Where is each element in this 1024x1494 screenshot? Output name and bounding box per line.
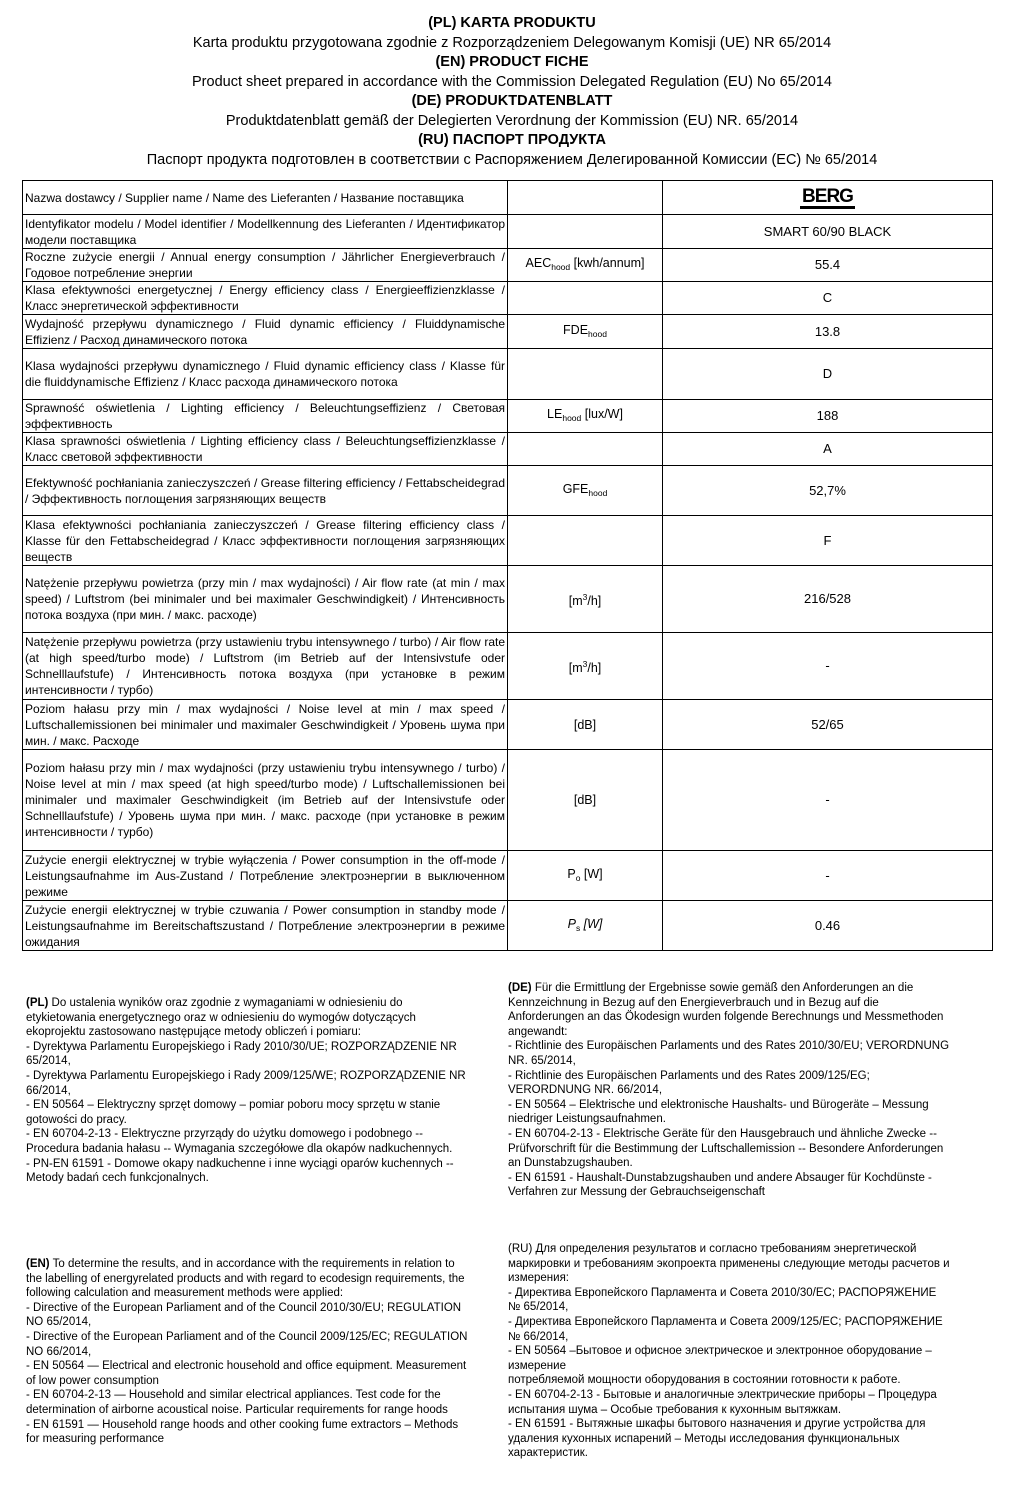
- fiche-row-value: 52,7%: [663, 466, 993, 516]
- unit-symbol: P: [567, 916, 576, 931]
- fiche-row: [23, 750, 993, 851]
- note-line: [26, 1025, 502, 1040]
- note-text: - Directive of the European Parliament and of the Council 2010/30/EU; REGULATION: [26, 1301, 462, 1314]
- note-line: [508, 1098, 986, 1113]
- note-text: the labelling of energyrelated products and with regard to ecodesign requirements, the: [26, 1272, 465, 1285]
- fiche-row: [23, 851, 993, 901]
- note-line: [508, 1039, 986, 1054]
- unit-symbol: [m: [568, 661, 583, 676]
- unit-symbol: LE: [547, 407, 563, 421]
- fiche-row-unit: [508, 901, 663, 951]
- unit-symbol: [dB]: [573, 793, 597, 807]
- unit-suffix: /h]: [587, 594, 602, 609]
- berg-logo: BERG: [802, 185, 853, 207]
- note-text: Für die Ermittlung der Ergebnisse sowie gemäß den Anforderungen an die: [531, 982, 914, 994]
- unit-subscript: hood: [588, 328, 607, 339]
- note-text: - EN 50564 – Elektryczny sprzęt domowy – pomiar poboru mocy sprzętu w stanie: [26, 1099, 441, 1112]
- note-line: [508, 1242, 986, 1257]
- note-line: [26, 996, 502, 1011]
- header-title-pl: (PL) KARTA PRODUKTU: [428, 15, 596, 31]
- note-line: [26, 1054, 502, 1069]
- note-line: [26, 1040, 502, 1055]
- fiche-row: [23, 516, 993, 566]
- note-line: [508, 1403, 986, 1418]
- fiche-row: [23, 315, 993, 349]
- fiche-row-label: Natężenie przepływu powietrza (przy min / max wydajności) / Air flow rate (at min / max speed) / Luftstrom (bei minimaler und bei maximaler Geschwindigkeit) / Интенсивность потока воздуха (при мин. / макс. расходе): [23, 566, 508, 633]
- note-line: [26, 1286, 502, 1301]
- note-line: [508, 1112, 986, 1127]
- note-text: 66/2014,: [26, 1084, 71, 1097]
- note-line: [508, 1388, 986, 1403]
- document-header: [0, 14, 1024, 170]
- fiche-row-label: Wydajność przepływu dynamicznego / Fluid dynamic efficiency / Fluiddynamische Effizienz / Расход динамического потока: [23, 315, 508, 349]
- note-line: [26, 1084, 502, 1099]
- product-fiche-table: [22, 180, 993, 951]
- fiche-row: [23, 349, 993, 400]
- note-text: VERORDNUNG NR. 66/2014,: [508, 1084, 663, 1097]
- note-line: [26, 1315, 502, 1330]
- unit-suffix: [W]: [580, 866, 603, 881]
- note-line: [26, 1403, 502, 1418]
- note-text: - Dyrektywa Parlamentu Europejskiego i Rady 2009/125/WE; ROZPORZĄDZENIE NR: [26, 1069, 466, 1082]
- note-text: - Directive of the European Parliament and of the Council 2009/125/EC; REGULATION: [26, 1330, 468, 1343]
- note-text: - EN 61591 - Haushalt-Dunstabzugshauben und andere Absauger für Kochdünste -: [508, 1171, 932, 1184]
- note-line: [26, 1098, 502, 1113]
- note-text: маркировки и требованиям экопроекта применены следующие методы расчетов и: [508, 1257, 950, 1270]
- note-text: of low power consumption: [26, 1374, 159, 1387]
- note-line: [508, 1257, 986, 1272]
- note-line: [26, 1359, 502, 1374]
- note-line: [508, 1156, 986, 1171]
- note-text: etykietowania energetycznego oraz w odniesieniu do wymogów dotyczących: [26, 1011, 416, 1024]
- note-text: - EN 61591 - Вытяжные шкафы бытового назначения и другие устройства для: [508, 1418, 926, 1431]
- fiche-row-label: Klasa efektywności energetycznej / Energy efficiency class / Energieeffizienzklasse / Класс энергетической эффективности: [23, 282, 508, 315]
- note-line: [508, 1010, 986, 1025]
- note-text: (RU) Для определения результатов и согласно требованиям энергетической: [508, 1243, 917, 1255]
- note-text: - EN 60704-2-13 — Household and similar electrical appliances. Test code for the: [26, 1389, 441, 1402]
- note-text: NO 65/2014,: [26, 1316, 92, 1329]
- fiche-row-unit: [508, 433, 663, 466]
- note-line: [508, 1330, 986, 1345]
- note-line: [508, 1432, 986, 1447]
- notes-de: [508, 981, 986, 1200]
- fiche-row-unit: [508, 750, 663, 851]
- fiche-row-unit: [508, 349, 663, 400]
- note-text: Prüfvorschrift für die Bestimmung der Luftschallemission -- Besondere Anforderungen: [508, 1142, 944, 1155]
- fiche-row-unit: [508, 249, 663, 282]
- unit-superscript: 3: [582, 658, 588, 669]
- note-text: - EN 50564 – Elektrische und elektronische Haushalts- und Bürogeräte – Messung: [508, 1098, 929, 1111]
- fiche-row-unit: [508, 633, 663, 700]
- note-text: испытания шума – Особые требования к кухонным вытяжкам.: [508, 1403, 842, 1416]
- fiche-row: [23, 566, 993, 633]
- fiche-row-unit: [508, 282, 663, 315]
- fiche-row-value: 55.4: [663, 249, 993, 282]
- fiche-row: [23, 633, 993, 700]
- fiche-row-value: C: [663, 282, 993, 315]
- note-line: [508, 981, 986, 996]
- note-text: for measuring performance: [26, 1433, 165, 1446]
- note-text: - EN 60704-2-13 - Elektrische Geräte für den Hausgebrauch und ähnliche Zwecke --: [508, 1127, 937, 1140]
- unit-symbol: [m: [568, 594, 583, 609]
- fiche-row-label: Klasa sprawności oświetlenia / Lighting efficiency class / Beleuchtungseffizienzklasse / Класс световой эффективности: [23, 433, 508, 466]
- fiche-row-value: 188: [663, 400, 993, 433]
- fiche-row-unit: [508, 400, 663, 433]
- fiche-row: [23, 249, 993, 282]
- note-text: an Dunstabzugshauben.: [508, 1157, 633, 1170]
- note-text: 65/2014,: [26, 1055, 71, 1068]
- note-line: [508, 1271, 986, 1286]
- fiche-row-label: Natężenie przepływu powietrza (przy ustawieniu trybu intensywnego / turbo) / Air flow rate (at high speed/turbo mode) / Luftstrom (im Betrieb auf der Intensivstufe oder Schnelllaufstufe) / Интенсивность потока воздуха (при установке в режим интенсивности / турбо): [23, 633, 508, 700]
- note-language-tag: (PL): [26, 997, 49, 1009]
- note-line: [26, 1127, 502, 1142]
- note-text: determination of airborne acoustical noise. Particular requirements for range hoods: [26, 1403, 448, 1416]
- note-text: NR. 65/2014,: [508, 1054, 576, 1067]
- note-text: Metody badań cech funkcjonalnych.: [26, 1172, 209, 1185]
- fiche-row-value: F: [663, 516, 993, 566]
- fiche-row-unit: [508, 566, 663, 633]
- note-line: [508, 1025, 986, 1040]
- fiche-row: [23, 215, 993, 249]
- unit-symbol: GFE: [562, 481, 589, 496]
- note-line: [26, 1418, 502, 1433]
- note-line: [508, 1373, 986, 1388]
- unit-suffix: [lux/W]: [581, 407, 623, 421]
- note-text: Anforderungen an das Ökodesign wurden folgende Berechnungs und Messmethoden: [508, 1011, 944, 1024]
- header-subtitle-pl: Karta produktu przygotowana zgodnie z Rozporządzeniem Delegowanym Komisji (UE) NR 65/2014: [192, 34, 832, 51]
- note-language-tag: (DE): [508, 982, 532, 994]
- note-language-tag: (EN): [26, 1258, 50, 1270]
- note-text: потребляемой мощности оборудования в состоянии готовности к работе.: [508, 1374, 901, 1387]
- unit-symbol: [dB]: [573, 717, 597, 732]
- fiche-row-label: Zużycie energii elektrycznej w trybie czuwania / Power consumption in standby mode / Leistungsaufnahme im Bereitschaftszustand / Потребление электроэнергии в режиме ожидания: [23, 901, 508, 951]
- fiche-row-label: Poziom hałasu przy min / max wydajności / Noise level at min / max speed / Luftschallemissionen bei minimaler und maximaler Geschwindigkeit / Уровень шума при мин. / макс. Расходе: [23, 700, 508, 750]
- notes-en: [26, 1257, 502, 1447]
- note-line: [26, 1113, 502, 1128]
- note-text: - EN 50564 –Бытовое и офисное электрическое и электронное оборудование –: [508, 1345, 932, 1358]
- unit-symbol: FDE: [563, 322, 589, 337]
- fiche-row-value: 52/65: [663, 700, 993, 750]
- note-line: [508, 1286, 986, 1301]
- note-line: [26, 1171, 502, 1186]
- note-line: [508, 1359, 986, 1374]
- unit-symbol: AEC: [525, 256, 552, 270]
- note-line: [26, 1330, 502, 1345]
- fiche-row: [23, 901, 993, 951]
- fiche-row-value: 216/528: [663, 566, 993, 633]
- fiche-row-label: Klasa wydajności przepływu dynamicznego / Fluid dynamic efficiency class / Klasse für die fluiddynamische Effizienz / Класс расхода динамического потока: [23, 349, 508, 400]
- note-line: [26, 1011, 502, 1026]
- note-line: [26, 1272, 502, 1287]
- note-line: [26, 1157, 502, 1172]
- note-line: [26, 1388, 502, 1403]
- header-title-ru: (RU) ПАСПОРТ ПРОДУКТА: [418, 132, 606, 148]
- fiche-row-value: 0.46: [663, 901, 993, 951]
- note-line: [508, 1054, 986, 1069]
- note-line: [508, 996, 986, 1011]
- note-text: № 65/2014,: [508, 1301, 569, 1314]
- note-text: ekoprojektu zastosowano następujące metody obliczeń i pomiaru:: [26, 1026, 361, 1039]
- fiche-row-value: A: [663, 433, 993, 466]
- fiche-row-label: Roczne zużycie energii / Annual energy consumption / Jährlicher Energieverbrauch / Годовое потребление энергии: [23, 249, 508, 282]
- header-subtitle-en: Product sheet prepared in accordance with the Commission Delegated Regulation (EU) No 65/2014: [192, 73, 832, 90]
- note-line: [508, 1344, 986, 1359]
- fiche-row-label: Identyfikator modelu / Model identifier / Modellkennung des Lieferanten / Идентификатор модели поставщика: [23, 215, 508, 249]
- unit-subscript: hood: [551, 262, 571, 272]
- fiche-row-unit: [508, 466, 663, 516]
- note-line: [508, 1127, 986, 1142]
- fiche-row: [23, 400, 993, 433]
- fiche-row: [23, 181, 993, 215]
- note-text: Do ustalenia wyników oraz zgodnie z wymaganiami w odniesieniu do: [48, 997, 403, 1009]
- note-text: измерение: [508, 1359, 566, 1372]
- fiche-row-unit: [508, 516, 663, 566]
- note-line: [508, 1069, 986, 1084]
- note-text: - EN 60704-2-13 - Elektryczne przyrządy do użytku domowego i podobnego --: [26, 1128, 423, 1141]
- note-text: Kennzeichnung in Bezug auf den Energieverbrauch und in Bezug auf die: [508, 996, 879, 1009]
- note-text: following calculation and measurement methods were applied:: [26, 1287, 344, 1300]
- note-text: - EN 60704-2-13 - Бытовые и аналогичные электрические приборы – Процедура: [508, 1388, 937, 1401]
- note-line: [26, 1069, 502, 1084]
- fiche-row: [23, 700, 993, 750]
- fiche-row-label: Zużycie energii elektrycznej w trybie wyłączenia / Power consumption in the off-mode / Leistungsaufnahme im Aus-Zustand / Потребление электроэнергии в выключенном режиме: [23, 851, 508, 901]
- note-text: To determine the results, and in accordance with the requirements in relation to: [49, 1258, 455, 1270]
- note-text: Verfahren zur Messung der Gebrauchseigenschaft: [508, 1186, 765, 1199]
- note-text: удаления кухонных испарений – Методы исследования функциональных: [508, 1432, 900, 1445]
- fiche-row-unit: [508, 181, 663, 215]
- fiche-row-label: Sprawność oświetlenia / Lighting efficiency / Beleuchtungseffizienz / Световая эффективность: [23, 400, 508, 433]
- fiche-row-value: 13.8: [663, 315, 993, 349]
- note-line: [508, 1315, 986, 1330]
- note-text: - PN-EN 61591 - Domowe okapy nadkuchenne i inne wyciągi oparów kuchennych --: [26, 1157, 454, 1170]
- note-line: [26, 1345, 502, 1360]
- unit-suffix: [W]: [580, 916, 603, 931]
- note-line: [508, 1185, 986, 1200]
- fiche-row-value: -: [663, 750, 993, 851]
- fiche-row-label: Poziom hałasu przy min / max wydajności (przy ustawieniu trybu intensywnego / turbo) / Noise level at min / max speed (at high speed/turbo mode) / Luftschallemissionen bei minimaler und maximaler Geschwindigkeit (im Betrieb auf der Intensivstufe oder Schnelllaufstufe) / Уровень шума при мин. / макс. расходе (при установке в режим интенсивности / турбо): [23, 750, 508, 851]
- note-line: [508, 1417, 986, 1432]
- note-text: - Richtlinie des Europäischen Parlaments und des Rates 2009/125/EG;: [508, 1069, 870, 1082]
- note-text: - Директива Европейского Парламента и Совета 2009/125/ЕС; РАСПОРЯЖЕНИЕ: [508, 1315, 943, 1328]
- note-line: [26, 1257, 502, 1272]
- header-subtitle-ru: Паспорт продукта подготовлен в соответствии с Распоряжением Делегированной Комиссии (ЕС) № 65/2014: [146, 151, 878, 168]
- note-line: [508, 1142, 986, 1157]
- note-text: - Richtlinie des Europäischen Parlaments und des Rates 2010/30/EU; VERORDNUNG: [508, 1040, 950, 1053]
- note-text: gotowości do pracy.: [26, 1113, 127, 1126]
- note-line: [508, 1083, 986, 1098]
- note-text: измерения:: [508, 1272, 569, 1285]
- unit-subscript: o: [575, 872, 581, 883]
- note-text: niedriger Leistungsaufnahmen.: [508, 1113, 666, 1126]
- fiche-row-unit: [508, 315, 663, 349]
- fiche-row: [23, 282, 993, 315]
- fiche-row-unit: [508, 215, 663, 249]
- note-text: характеристик.: [508, 1447, 588, 1460]
- unit-superscript: 3: [582, 591, 588, 602]
- fiche-row-value: [663, 181, 993, 215]
- note-text: NO 66/2014,: [26, 1345, 92, 1358]
- fiche-row-value: SMART 60/90 BLACK: [663, 215, 993, 249]
- fiche-row-label: Klasa efektywności pochłaniania zanieczyszczeń / Grease filtering efficiency class / Klasse für den Fettabscheidegrad / Класс эффективности поглощения загрязняющих веществ: [23, 516, 508, 566]
- fiche-row-unit: [508, 851, 663, 901]
- unit-suffix: [kwh/annum]: [570, 256, 645, 270]
- unit-symbol: P: [567, 866, 576, 881]
- fiche-row-label: Efektywność pochłaniania zanieczyszczeń / Grease filtering efficiency / Fettabscheidegrad / Эффективность поглощения загрязняющих веществ: [23, 466, 508, 516]
- notes-ru: [508, 1242, 986, 1461]
- fiche-row: [23, 433, 993, 466]
- unit-subscript: hood: [562, 413, 582, 423]
- unit-subscript: hood: [588, 487, 608, 498]
- fiche-row-value: -: [663, 633, 993, 700]
- unit-suffix: /h]: [587, 661, 602, 676]
- notes-pl: [26, 996, 502, 1186]
- header-title-de: (DE) PRODUKTDATENBLATT: [411, 93, 613, 109]
- note-text: - Dyrektywa Parlamentu Europejskiego i Rady 2010/30/UE; ROZPORZĄDZENIE NR: [26, 1040, 457, 1053]
- fiche-row: [23, 466, 993, 516]
- note-line: [26, 1374, 502, 1389]
- fiche-row-label: Nazwa dostawcy / Supplier name / Name des Lieferanten / Название поставщика: [23, 181, 508, 215]
- fiche-row-unit: [508, 700, 663, 750]
- fiche-row-value: D: [663, 349, 993, 400]
- note-line: [508, 1446, 986, 1461]
- note-text: - EN 50564 — Electrical and electronic household and office equipment. Measurement: [26, 1360, 467, 1373]
- unit-subscript: s: [575, 922, 581, 933]
- fiche-row-value: -: [663, 851, 993, 901]
- note-text: № 66/2014,: [508, 1330, 569, 1343]
- note-line: [508, 1300, 986, 1315]
- note-line: [508, 1171, 986, 1186]
- note-text: - EN 61591 — Household range hoods and other cooking fume extractors – Methods: [26, 1418, 459, 1431]
- header-title-en: (EN) PRODUCT FICHE: [435, 54, 589, 70]
- note-text: Procedura badania hałasu -- Wymagania szczegółowe dla okapów nadkuchennych.: [26, 1142, 453, 1155]
- note-line: [26, 1432, 502, 1447]
- note-line: [26, 1142, 502, 1157]
- note-text: - Директива Европейского Парламента и Совета 2010/30/ЕС; РАСПОРЯЖЕНИЕ: [508, 1286, 937, 1299]
- header-subtitle-de: Produktdatenblatt gemäß der Delegierten Verordnung der Kommission (EU) NR. 65/2014: [225, 112, 799, 129]
- note-line: [26, 1301, 502, 1316]
- note-text: angewandt:: [508, 1025, 568, 1038]
